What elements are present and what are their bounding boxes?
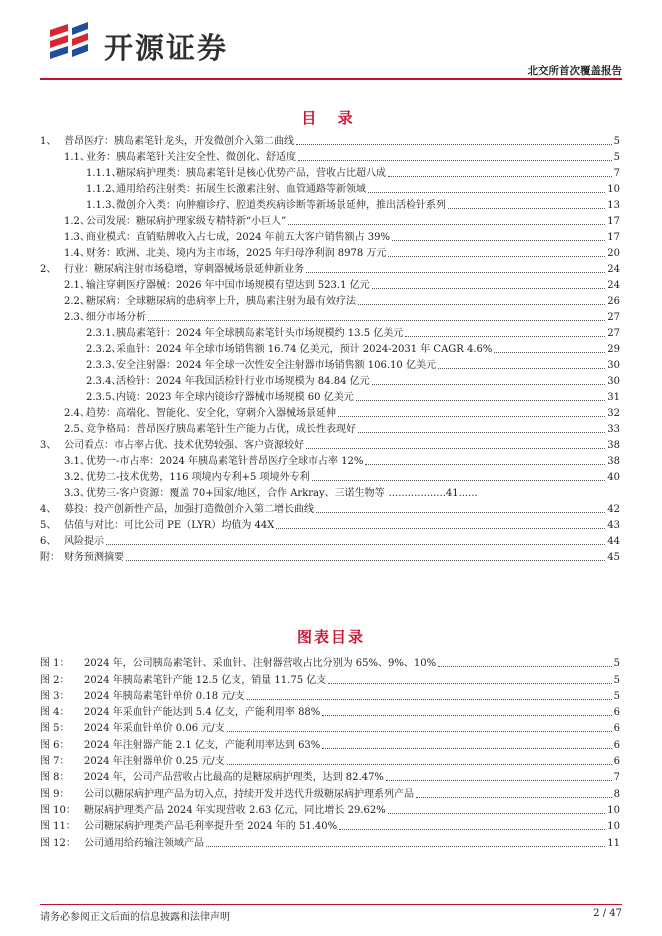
entry-title: 估值与对比：可比公司 PE（LYR）均值为 44X [64, 520, 275, 531]
figure-entry[interactable] [40, 670, 620, 686]
entry-page-number: 5 [613, 152, 620, 163]
entry-title: 风险提示 [64, 536, 104, 547]
figure-list-heading: 图表目录 [296, 628, 365, 646]
dot-leader [339, 829, 605, 830]
entry-number: 3.1、 [64, 456, 90, 467]
entry-number: 图 1： [40, 658, 70, 670]
toc-entry[interactable] [40, 516, 620, 532]
table-of-contents [40, 132, 620, 564]
entry-number: 2.3、 [64, 312, 90, 323]
entry-number: 图 8： [40, 772, 70, 784]
toc-entry[interactable] [40, 260, 620, 276]
entry-number: 1.1.2、 [86, 184, 122, 195]
dot-leader [247, 699, 612, 700]
dot-leader [322, 748, 611, 749]
figure-entry[interactable] [40, 784, 620, 800]
dot-leader [206, 846, 605, 847]
entry-title: 活检针：2024 年我国活检针行业市场规模为 84.84 亿元 [116, 376, 370, 387]
entry-page-number: 5 [613, 658, 620, 670]
figure-entry[interactable] [40, 752, 620, 768]
entry-title: 糖尿病护理类产品 2024 年实现营收 2.63 亿元，同比增长 29.62% [84, 804, 386, 816]
entry-page-number: 42 [607, 504, 620, 515]
entry-title: 公司以糖尿病护理产品为切入点，持续开发并迭代升级糖尿病护理系列产品 [84, 788, 414, 800]
entry-page-number: 27 [607, 312, 620, 323]
entry-page-number: ..................41...... [388, 488, 478, 499]
entry-number: 2.2、 [64, 296, 90, 307]
entry-number: 1.1.3、 [86, 200, 122, 211]
dot-leader [365, 464, 605, 465]
entry-page-number: 10 [607, 804, 620, 816]
entry-title: 2024 年胰岛素笔针产能 12.5 亿支，销量 11.75 亿支 [84, 674, 327, 686]
toc-entry[interactable] [40, 468, 620, 484]
entry-title: 优势二-技术优势，116 项境内专利+5 项境外专利 [86, 472, 310, 483]
entry-page-number: 20 [607, 248, 620, 259]
entry-number: 1.1、 [64, 152, 90, 163]
entry-page-number: 30 [607, 360, 620, 371]
toc-entry[interactable] [40, 148, 620, 164]
toc-entry[interactable] [40, 276, 620, 292]
dot-leader [388, 813, 606, 814]
entry-title: 2024 年，公司产品营收占比最高的是糖尿病护理类，达到 82.47% [84, 772, 384, 784]
dot-leader [227, 764, 612, 765]
entry-number: 图 12： [40, 837, 76, 849]
entry-number: 2.3.3、 [86, 360, 122, 371]
entry-title: 普昂医疗：胰岛素笔针龙头，开发微创介入第二曲线 [64, 136, 294, 147]
entry-number: 2.3.1、 [86, 328, 122, 339]
entry-number: 6、 [40, 536, 57, 547]
entry-title: 2024 年采血针单价 0.06 元/支 [84, 723, 225, 735]
entry-page-number: 29 [607, 344, 620, 355]
dot-leader [288, 224, 605, 225]
entry-title: 2024 年采血针产能达到 5.4 亿支，产能利用率 88% [84, 707, 321, 719]
entry-number: 3.3、 [64, 488, 90, 499]
entry-page-number: 24 [607, 280, 620, 291]
entry-title: 糖尿病：全球糖尿病的患病率上升，胰岛素注射为最有效疗法 [86, 296, 356, 307]
dot-leader [328, 683, 611, 684]
entry-title: 财务：欧洲、北美、境内为主市场，2025 年归母净利润 8978 万元 [86, 248, 387, 259]
entry-title: 细分市场分析 [86, 312, 146, 323]
dot-leader [368, 192, 605, 193]
entry-title: 募投：投产创新性产品，加强打造微创介入第二增长曲线 [64, 504, 314, 515]
entry-number: 3.2、 [64, 472, 90, 483]
entry-page-number: 5 [613, 674, 620, 686]
entry-number: 图 9： [40, 788, 70, 800]
toc-entry[interactable] [40, 452, 620, 468]
entry-number: 图 6： [40, 739, 70, 751]
dot-leader [276, 528, 605, 529]
dot-leader [388, 176, 612, 177]
dot-leader [296, 144, 612, 145]
entry-number: 1、 [40, 136, 57, 147]
entry-title: 公司通用给药输注领域产品 [84, 837, 204, 849]
dot-leader [438, 666, 612, 667]
dot-leader [494, 352, 605, 353]
toc-entry[interactable] [40, 484, 620, 500]
entry-page-number: 40 [607, 472, 620, 483]
toc-entry[interactable] [40, 308, 620, 324]
dot-leader [322, 715, 611, 716]
dot-leader [338, 416, 605, 417]
header-divider [40, 78, 622, 80]
toc-entry[interactable] [40, 548, 620, 564]
toc-entry[interactable] [40, 372, 620, 388]
dot-leader [405, 336, 605, 337]
toc-entry[interactable] [40, 388, 620, 404]
dot-leader [106, 544, 605, 545]
entry-number: 图 4： [40, 707, 70, 719]
dot-leader [148, 320, 605, 321]
entry-number: 2.5、 [64, 424, 90, 435]
figure-entry[interactable] [40, 768, 620, 784]
toc-entry[interactable] [40, 244, 620, 260]
entry-title: 2024 年，公司胰岛素笔针、采血针、注射器营收占比分别为 65%、9%、10% [84, 658, 437, 670]
entry-page-number: 32 [607, 408, 620, 419]
entry-number: 图 10： [40, 804, 76, 816]
entry-page-number: 6 [613, 739, 620, 751]
entry-page-number: 7 [613, 772, 620, 784]
figure-entry[interactable] [40, 719, 620, 735]
entry-title: 输注穿刺医疗器械：2026 年中国市场规模有望达到 523.1 亿元 [86, 280, 370, 291]
entry-title: 公司发展：糖尿病护理家级专精特新“小巨人” [86, 216, 287, 227]
logo-text: 开源证券 [104, 31, 229, 65]
entry-title: 通用给药注射类：拓展生长激素注射、血管通路等新领域 [116, 184, 366, 195]
entry-number: 2.1、 [64, 280, 90, 291]
entry-number: 4、 [40, 504, 57, 515]
dot-leader [388, 256, 605, 257]
dot-leader [316, 512, 605, 513]
entry-page-number: 17 [607, 216, 620, 227]
entry-number: 1.1.1、 [86, 168, 122, 179]
toc-entry[interactable] [40, 164, 620, 180]
dot-leader [298, 160, 612, 161]
entry-page-number: 27 [607, 328, 620, 339]
toc-entry[interactable] [40, 500, 620, 516]
entry-page-number: 5 [613, 136, 620, 147]
logo-mark-icon [48, 22, 92, 64]
report-type-label: 北交所首次覆盖报告 [527, 65, 622, 77]
dot-leader [126, 560, 605, 561]
entry-page-number: 38 [607, 456, 620, 467]
toc-entry[interactable] [40, 212, 620, 228]
entry-page-number: 33 [607, 424, 620, 435]
entry-number: 图 3： [40, 690, 70, 702]
figure-list [40, 654, 620, 850]
entry-title: 优势一-市占率：2024 年胰岛素笔针普昂医疗全球市占率 12% [86, 456, 364, 467]
dot-leader [356, 400, 606, 401]
entry-title: 2024 年胰岛素笔针单价 0.18 元/支 [84, 690, 245, 702]
entry-page-number: 5 [613, 690, 620, 702]
report-header [0, 0, 662, 78]
figure-entry[interactable] [40, 703, 620, 719]
entry-title: 2024 年注射器单价 0.25 元/支 [84, 756, 225, 768]
entry-number: 2.4、 [64, 408, 90, 419]
toc-entry[interactable] [40, 420, 620, 436]
dot-leader [438, 368, 605, 369]
entry-page-number: 17 [607, 232, 620, 243]
entry-page-number: 10 [607, 821, 620, 833]
entry-number: 1.2、 [64, 216, 90, 227]
dot-leader [306, 272, 605, 273]
entry-number: 附： [40, 552, 60, 563]
dot-leader [227, 731, 612, 732]
dot-leader [416, 797, 612, 798]
page-number: 2 / 47 [593, 908, 622, 919]
entry-title: 糖尿病护理类：胰岛素笔针是核心优势产品，营收占比超八成 [116, 168, 386, 179]
entry-page-number: 7 [613, 168, 620, 179]
entry-number: 图 11： [40, 821, 76, 833]
dot-leader [392, 240, 605, 241]
disclaimer-note: 请务必参阅正文后面的信息披露和法律声明 [40, 912, 230, 923]
entry-page-number: 38 [607, 440, 620, 451]
entry-number: 图 7： [40, 756, 70, 768]
figure-entry[interactable] [40, 687, 620, 703]
entry-number: 图 2： [40, 674, 70, 686]
figure-entry[interactable] [40, 801, 620, 817]
entry-title: 优势三-客户资源：覆盖 70+国家/地区，合作 Arkray、三诺生物等 [86, 488, 385, 499]
entry-number: 5、 [40, 520, 57, 531]
entry-title: 商业模式：直销贴牌收入占七成，2024 年前五大客户销售额占 39% [86, 232, 391, 243]
entry-number: 图 5： [40, 723, 70, 735]
toc-entry[interactable] [40, 404, 620, 420]
entry-page-number: 45 [607, 552, 620, 563]
toc-heading: 目 录 [301, 109, 361, 127]
dot-leader [358, 304, 605, 305]
entry-title: 采血针：2024 年全球市场销售额 16.74 亿美元，预计 2024-2031 年 CAGR 4.6% [116, 344, 493, 355]
entry-page-number: 13 [607, 200, 620, 211]
entry-title: 公司糖尿病护理类产品毛利率提升至 2024 年的 51.40% [84, 821, 338, 833]
toc-entry[interactable] [40, 356, 620, 372]
entry-page-number: 8 [613, 788, 620, 800]
entry-number: 2.3.2、 [86, 344, 122, 355]
entry-number: 2.3.4、 [86, 376, 122, 387]
entry-title: 安全注射器：2024 年全球一次性安全注射器市场销售额 106.10 亿美元 [116, 360, 436, 371]
dot-leader [312, 480, 606, 481]
entry-page-number: 6 [613, 723, 620, 735]
entry-number: 1.3、 [64, 232, 90, 243]
toc-entry[interactable] [40, 324, 620, 340]
entry-title: 微创介入类：向肿瘤诊疗、腔道类疾病诊断等新场景延伸，推出活检针系列 [116, 200, 446, 211]
entry-page-number: 11 [607, 837, 620, 849]
entry-number: 2、 [40, 264, 57, 275]
entry-page-number: 43 [607, 520, 620, 531]
toc-entry[interactable] [40, 340, 620, 356]
entry-page-number: 6 [613, 756, 620, 768]
dot-leader [358, 432, 605, 433]
company-logo [48, 22, 243, 64]
toc-entry[interactable] [40, 228, 620, 244]
figure-entry[interactable] [40, 735, 620, 751]
entry-number: 2.3.5、 [86, 392, 122, 403]
entry-number: 3、 [40, 440, 57, 451]
dot-leader [448, 208, 605, 209]
toc-entry[interactable] [40, 196, 620, 212]
figure-entry[interactable] [40, 654, 620, 670]
entry-page-number: 44 [607, 536, 620, 547]
entry-page-number: 10 [607, 184, 620, 195]
entry-page-number: 31 [607, 392, 620, 403]
entry-page-number: 24 [607, 264, 620, 275]
figure-entry[interactable] [40, 817, 620, 833]
toc-entry[interactable] [40, 180, 620, 196]
toc-entry[interactable] [40, 532, 620, 548]
footer-divider [40, 904, 622, 905]
entry-title: 竞争格局：普昂医疗胰岛素笔针生产能力占优，成长性表现好 [86, 424, 356, 435]
toc-entry[interactable] [40, 132, 620, 148]
entry-title: 胰岛素笔针：2024 年全球胰岛素笔针头市场规模约 13.5 亿美元 [116, 328, 404, 339]
entry-number: 1.4、 [64, 248, 90, 259]
entry-title: 公司看点：市占率占优、技术优势较强、客户资源较好 [64, 440, 304, 451]
dot-leader [386, 780, 612, 781]
entry-page-number: 26 [607, 296, 620, 307]
entry-title: 2024 年注射器产能 2.1 亿支，产能利用率达到 63% [84, 739, 321, 751]
entry-title: 财务预测摘要 [64, 552, 124, 563]
entry-title: 业务：胰岛素笔针关注安全性、微创化、舒适度 [86, 152, 296, 163]
entry-title: 行业：糖尿病注射市场稳增，穿刺器械场景延伸新业务 [64, 264, 304, 275]
dot-leader [306, 448, 605, 449]
dot-leader [372, 384, 606, 385]
toc-entry[interactable] [40, 292, 620, 308]
entry-page-number: 6 [613, 707, 620, 719]
toc-entry[interactable] [40, 436, 620, 452]
entry-page-number: 30 [607, 376, 620, 387]
dot-leader [372, 288, 606, 289]
entry-title: 内镜：2023 年全球内镜诊疗器械市场规模 60 亿美元 [116, 392, 354, 403]
entry-title: 趋势：高端化、智能化、安全化，穿刺介入器械场景延伸 [86, 408, 336, 419]
figure-entry[interactable] [40, 833, 620, 849]
